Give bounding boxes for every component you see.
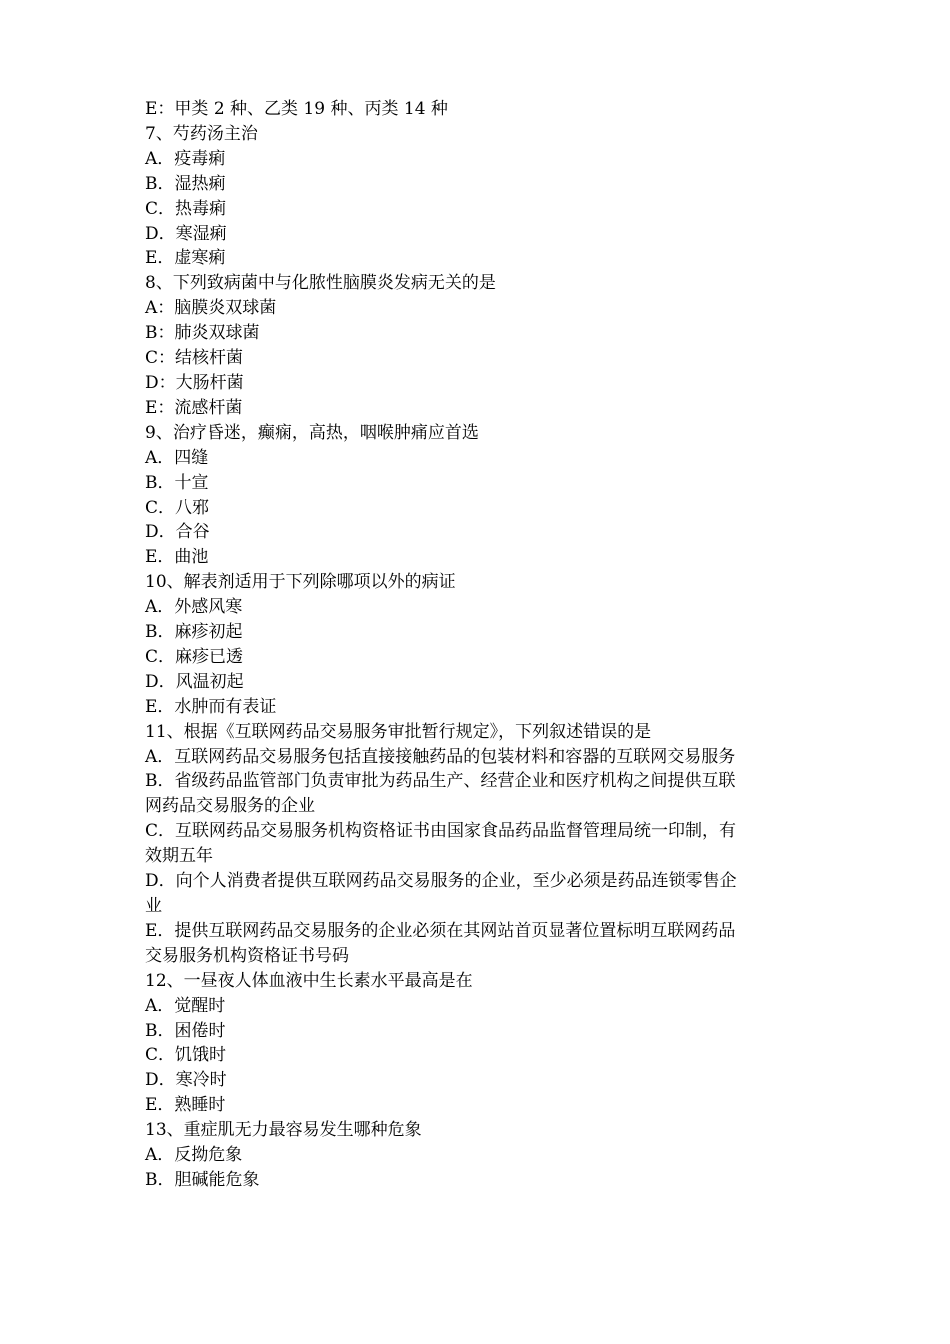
answer-option: B．麻疹初起 xyxy=(145,622,243,643)
answer-option: B：肺炎双球菌 xyxy=(145,323,260,344)
answer-option: A：脑膜炎双球菌 xyxy=(145,298,277,319)
answer-option: E：甲类 2 种、乙类 19 种、丙类 14 种 xyxy=(145,99,448,119)
answer-option-continued: 业 xyxy=(145,896,162,916)
answer-option: E．熟睡时 xyxy=(145,1095,226,1116)
answer-option: C．八邪 xyxy=(145,497,210,518)
answer-option: D．寒冷时 xyxy=(145,1070,227,1091)
question-text: 10、解表剂适用于下列除哪项以外的病证 xyxy=(145,572,456,593)
answer-option-continued: 网药品交易服务的企业 xyxy=(145,796,315,817)
answer-option: C．麻疹已透 xyxy=(145,646,244,667)
answer-option: B．湿热痢 xyxy=(145,173,226,194)
answer-option: B．十宣 xyxy=(145,472,209,493)
answer-option: E．水肿而有表证 xyxy=(145,696,277,717)
answer-option: A．觉醒时 xyxy=(145,995,226,1016)
answer-option: A．疫毒痢 xyxy=(145,148,226,169)
answer-option: A．互联网药品交易服务包括直接接触药品的包装材料和容器的互联网交易服务 xyxy=(145,746,736,767)
answer-option: D：大肠杆菌 xyxy=(145,372,244,393)
answer-option: A．四缝 xyxy=(145,447,209,468)
answer-option: B．胆碱能危象 xyxy=(145,1169,260,1190)
answer-option: E．虚寒痢 xyxy=(145,248,226,269)
answer-option: D．合谷 xyxy=(145,522,210,543)
question-text: 11、根据《互联网药品交易服务审批暂行规定》，下列叙述错误的是 xyxy=(145,721,652,742)
answer-option: A．外感风寒 xyxy=(145,597,243,618)
question-text: 8、下列致病菌中与化脓性脑膜炎发病无关的是 xyxy=(145,273,496,294)
question-text: 13、重症肌无力最容易发生哪种危象 xyxy=(145,1120,422,1141)
answer-option: B．省级药品监管部门负责审批为药品生产、经营企业和医疗机构之间提供互联 xyxy=(145,771,736,792)
answer-option: C．互联网药品交易服务机构资格证书由国家食品药品监督管理局统一印制，有 xyxy=(145,821,737,842)
answer-option: C．热毒痢 xyxy=(145,198,227,219)
answer-option: C．饥饿时 xyxy=(145,1045,227,1066)
answer-option: D．风温初起 xyxy=(145,671,244,692)
question-text: 7、芍药汤主治 xyxy=(145,123,258,144)
answer-option: D．寒湿痢 xyxy=(145,223,227,244)
answer-option: E：流感杆菌 xyxy=(145,397,243,418)
answer-option: C：结核杆菌 xyxy=(145,348,244,369)
answer-option: A．反拗危象 xyxy=(145,1145,243,1166)
document-page xyxy=(145,97,813,1193)
answer-option: E．提供互联网药品交易服务的企业必须在其网站首页显著位置标明互联网药品 xyxy=(145,920,736,941)
answer-option: D．向个人消费者提供互联网药品交易服务的企业，至少必须是药品连锁零售企 xyxy=(145,871,737,892)
question-text: 9、治疗昏迷，癫痫，高热，咽喉肿痛应首选 xyxy=(145,422,479,443)
answer-option: E．曲池 xyxy=(145,547,209,568)
answer-option: B．困倦时 xyxy=(145,1020,226,1041)
answer-option-continued: 效期五年 xyxy=(145,846,213,867)
answer-option-continued: 交易服务机构资格证书号码 xyxy=(145,945,349,966)
question-text: 12、一昼夜人体血液中生长素水平最高是在 xyxy=(145,970,473,991)
